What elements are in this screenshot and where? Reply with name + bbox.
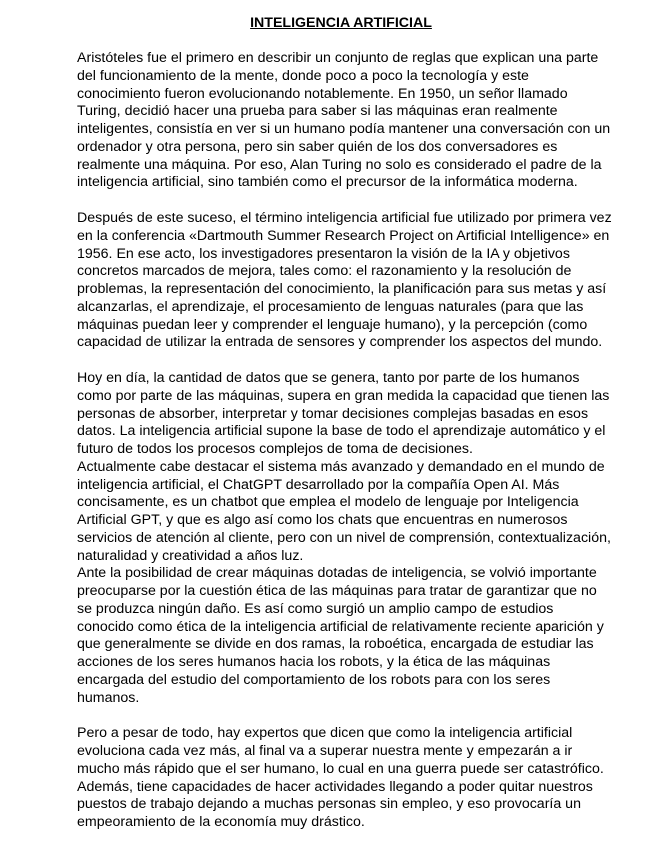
text-line: inteligencia artificial, sino también como el precursor de la informática moderna. (77, 174, 578, 191)
text-line: que generalmente se divide en dos ramas, la roboética, encargada de estudiar las (77, 636, 594, 653)
document-title: INTELIGENCIA ARTIFICIAL (250, 15, 432, 31)
text-line: encargada del estudio del comportamiento de los robots para con los seres (77, 671, 551, 688)
text-line: naturalidad y creatividad a años luz. (77, 547, 304, 564)
text-line: máquinas puedan leer y comprender el lenguaje humano), y la percepción (como (77, 316, 588, 333)
paragraph-gap (77, 192, 605, 210)
text-line: Después de este suceso, el término inteligencia artificial fue utilizado por primera vez (77, 210, 612, 226)
text-line: empeoramiento de la economía muy drástico. (77, 814, 365, 830)
text-line: mucho más rápido que el ser humano, lo cual en una guerra puede ser catastrófico. (77, 760, 604, 777)
text-line: personas de absorber, interpretar y tomar decisiones complejas basadas en esos (77, 405, 589, 422)
text-line: Artificial GPT, y que es algo así como los chats que encuentras en numerosos (77, 512, 568, 528)
text-line: 1956. En ese acto, los investigadores presentaron la visión de la IA y objetivos (77, 245, 570, 262)
paragraph (77, 370, 611, 707)
paragraph-gap (77, 707, 605, 725)
text-line: realmente una máquina. Por eso, Alan Turing no solo es considerado el padre de la (77, 156, 602, 173)
text-line: Además, tiene capacidades de hacer actividades llegando a poder quitar nuestros (77, 778, 593, 795)
text-line: Hoy en día, la cantidad de datos que se genera, tanto por parte de los humanos (77, 370, 580, 386)
text-line: problemas, la representación del conocimiento, la planificación para sus metas y así (77, 281, 607, 297)
text-line: Ante la posibilidad de crear máquinas dotadas de inteligencia, se volvió importante (77, 565, 597, 582)
paragraph-gap (77, 352, 605, 370)
text-line: alcanzarlas, el aprendizaje, el procesamiento de lenguas naturales (para que las (77, 298, 584, 315)
text-line: en la conferencia «Dartmouth Summer Research Project on Artificial Intelligence» en (77, 227, 610, 244)
text-line: evoluciona cada vez más, al final va a superar nuestra mente y empezarán a ir (77, 743, 573, 759)
text-line: Turing, decidió hacer una prueba para saber si las máquinas eran realmente (77, 103, 558, 120)
paragraph (77, 210, 612, 352)
text-line: humanos. (77, 689, 140, 706)
text-line: inteligentes, consistía en ver si un humano podía mantener una conversación con un (77, 121, 611, 137)
text-line: capacidad de utilizar la entrada de sensores y comprender los aspectos del mundo. (77, 334, 603, 351)
text-line: Pero a pesar de todo, hay expertos que dicen que como la inteligencia artificial (77, 725, 573, 742)
text-line: conocimiento fueron evolucionando notablemente. En 1950, un señor llamado (77, 85, 568, 102)
text-line: Aristóteles fue el primero en describir un conjunto de reglas que explican una parte (77, 50, 599, 66)
text-line: ordenador y otra persona, pero sin saber quién de los dos conversadores es (77, 138, 558, 155)
text-line: concretos marcados de mejora, tales como: el razonamiento y la resolución de (77, 263, 572, 280)
paragraph (77, 50, 611, 192)
text-line: del funcionamiento de la mente, donde poco a poco la tecnología y este (77, 67, 529, 84)
text-line: puestos de trabajo dejando a muchas personas sin empleo, y eso provocaría un (77, 796, 581, 813)
text-line: como por parte de las máquinas, supera en gran medida la capacidad que tienen las (77, 387, 610, 404)
text-line: servicios de atención al cliente, pero con un nivel de comprensión, contextualización, (77, 529, 611, 546)
text-line: conocido como ética de la inteligencia artificial de relativamente reciente aparición y (77, 618, 604, 635)
text-line: inteligencia artificial, el ChatGPT desarrollado por la compañía Open AI. Más (77, 476, 560, 493)
paragraph (77, 725, 605, 832)
document-body (77, 50, 612, 832)
text-line: se produzca ningún daño. Es así como surgió un amplio campo de estudios (77, 600, 554, 617)
text-line: acciones de los seres humanos hacia los robots, y la ética de las máquinas (77, 654, 551, 670)
text-line: Actualmente cabe destacar el sistema más avanzado y demandado en el mundo de (77, 458, 605, 475)
text-line: preocuparse por la cuestión ética de las máquinas para tratar de garantizar que no (77, 583, 597, 599)
text-line: concisamente, es un chatbot que emplea el modelo de lenguaje por Inteligencia (77, 494, 579, 511)
text-line: futuro de todos los procesos complejos de toma de decisiones. (77, 441, 473, 457)
text-line: datos. La inteligencia artificial supone la base de todo el aprendizaje automático y el (77, 423, 606, 440)
